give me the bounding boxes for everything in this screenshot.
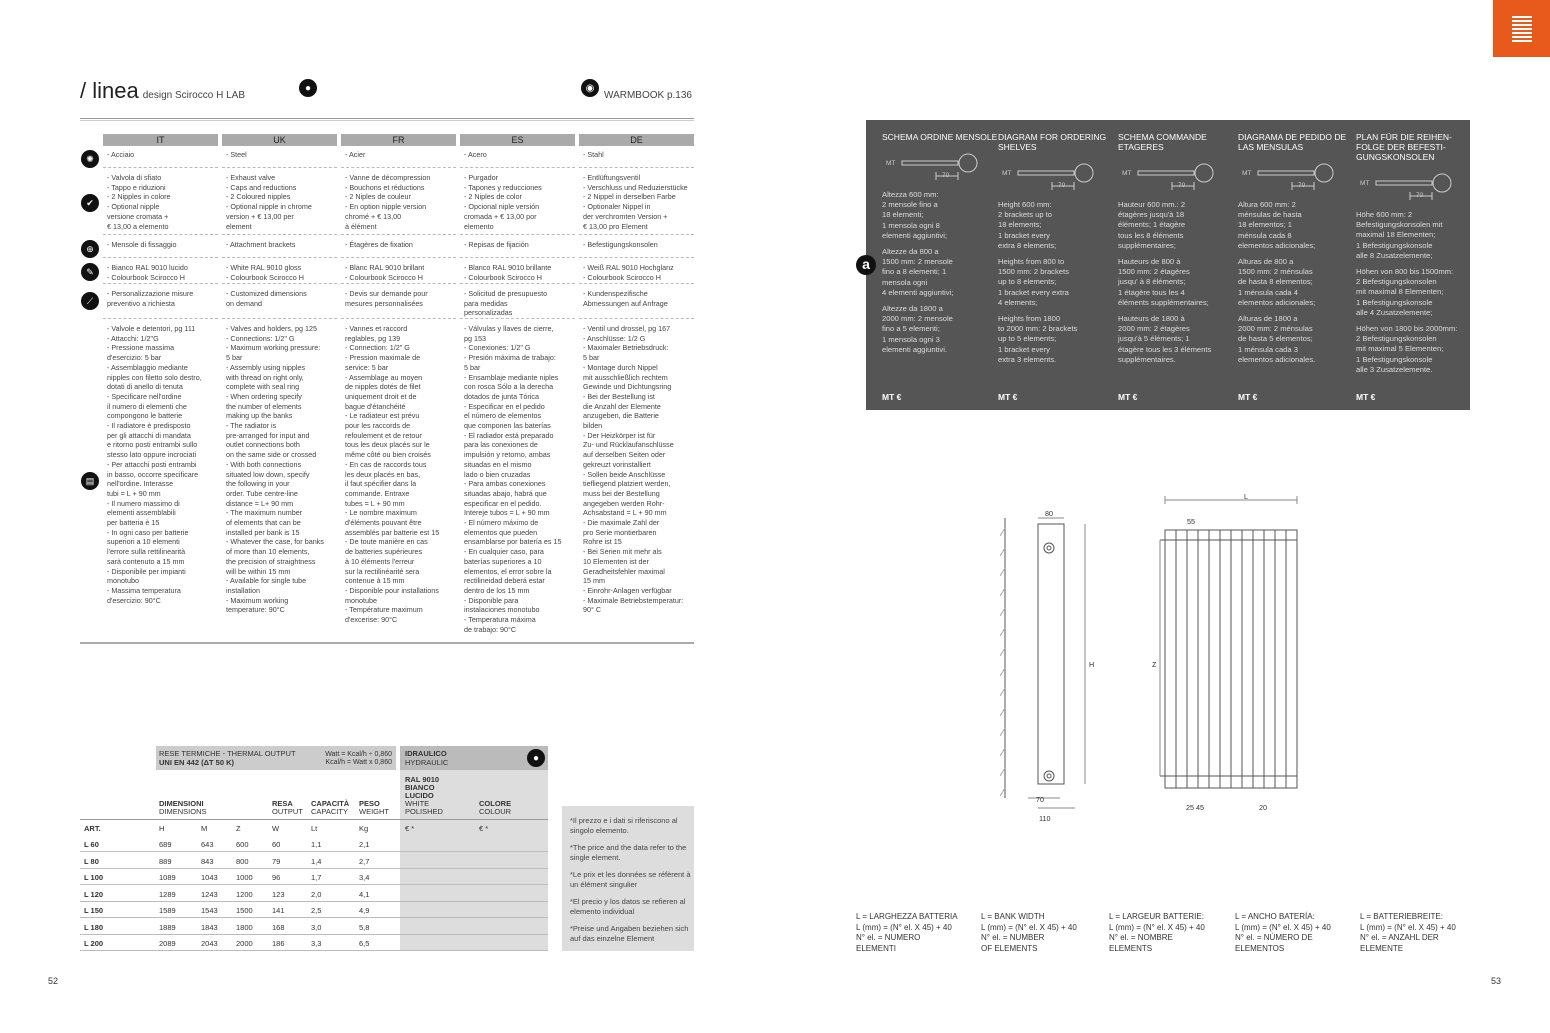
spec-cell: - Repisas de fijación [464,240,529,249]
schema-mt: MT [1002,170,1012,177]
col-header: € * [479,824,489,833]
column-title: PLAN FÜR DIE REIHEN-FOLGE DER BEFESTI-GUNGSKONSOLEN [1356,132,1452,162]
spec-cell: - Étagères de fixation [345,240,413,249]
table-cell: 2043 [201,939,218,948]
row-divider [341,283,456,284]
table-cell: 60 [272,840,281,849]
table-cell: 3,3 [311,939,322,948]
gear-icon: ✺ [81,150,99,168]
table-cell: 1000 [236,873,253,882]
shelves-paragraph: Höhe 600 mm: 2 Befestigungskonsolen mit maximal 18 Elementen; 1 Befestigungskonsole alle 8 Zusatzelemente; [1356,210,1443,260]
table-cell: 3,0 [311,922,322,932]
table-cell: 123 [272,889,285,899]
shelves-paragraph: Altezze da 1800 a 2000 mm: 2 mensole fino a 5 elementi; 1 mensola ogni 3 elementi aggiuntivi. [882,304,953,354]
table-cell: L 80 [84,856,99,866]
dim-L: L [1244,492,1248,501]
legend-line: N° el. = NOMBRE ELEMENTS [1109,933,1173,953]
table-cell: 4,1 [359,889,370,899]
schema-mt: MT [1360,180,1370,187]
bracket-schema [1238,158,1356,194]
spec-cell: - Valves and holders, pg 125 - Connections: 1/2" G - Maximum working pressure: 5 bar - Assembly using nipples with thread on right only, complete with seal ring - When ordering specify the number of elements making up the banks - The radiator is pre-arranged for input and outlet connections both on the same side or crossed - With both connections situated low down, specify the following in your order. Tube centre-line distance = L+ 90 mm - The maximum number of elements that can be installed per bank is 15 - Whatever the case, for banks of more than 10 elements, the precision of straightness will be within 15 mm - Available for single tube installation - Maximum working temperature: 90°C [226,324,324,615]
product-title [80,78,245,104]
row-divider [460,257,575,258]
table-cell: 2,0 [311,889,322,899]
table-cell: L 60 [84,840,99,849]
legend-item [856,912,978,954]
shelves-paragraph: Hauteurs de 1800 à 2000 mm: 2 étagères jusqu'à 5 éléments; 1 étagère tous les 3 éléments supplémentaires. [1118,314,1212,364]
col-header: W [272,824,280,833]
schema-70: 70 [1298,182,1306,189]
spec-cell: - Exhaust valve - Caps and reductions - 2 Coloured nipples - Optional nipple in chrome version + € 13,00 per element [226,173,312,231]
schema-70: 70 [1058,182,1066,189]
row-divider [80,934,548,935]
wall-hatch [1000,528,1005,796]
shelves-paragraph: Alturas de 800 a 1500 mm: 2 ménsulas de hasta 8 elementos; 1 ménsula cada 4 elementos adicionales; [1238,257,1316,307]
mt-price: MT € [1118,392,1138,402]
table-cell: 1289 [159,889,176,899]
table-cell: 2000 [236,939,253,948]
schema-70: 70 [942,172,950,179]
col-header: M [201,824,208,833]
spec-cell: - Mensole di fissaggio [107,240,177,249]
table-cell: 96 [272,873,281,882]
divider [80,120,694,121]
capacity-label: CAPACITÀ CAPACITY [311,799,350,816]
table-cell: 79 [272,856,281,866]
legend-line: L = LARGHEZZA BATTERIA [856,912,958,921]
shelves-diagram-box [866,120,1470,410]
shelves-paragraph: Hauteurs de 800 à 1500 mm: 2 étagères jusqu' à 8 éléments; 1 étagère tous les 4 éléments supplémentaires; [1118,257,1209,307]
dim-110: 110 [1039,814,1051,823]
table-cell: 1500 [236,906,253,915]
notes-box [562,806,694,951]
product-name: / linea [80,78,139,103]
table-cell: 2089 [159,939,176,948]
camera-icon: ◉ [581,79,599,97]
legend-line: L = ANCHO BATERÍA: [1235,912,1315,921]
table-cell: 643 [201,840,214,849]
row-divider [341,167,456,168]
lang-header: DE [579,134,694,146]
col-header: ART. [84,824,101,833]
spec-cell: - Befestigungskonsolen [583,240,658,249]
spec-cell: - Stahl [583,150,604,159]
row-divider [103,257,218,258]
col-header: Kg [359,824,369,833]
table-cell: 141 [272,906,285,915]
shelves-column [1356,120,1474,402]
table-cell: 186 [272,939,285,948]
paint-icon: ✎ [81,263,99,281]
bracket-schema [1118,158,1236,194]
dim-H: H [1089,660,1095,669]
schema-70: 70 [1416,192,1424,199]
mt-price: MT € [1356,392,1376,402]
table-cell: 2,5 [311,906,322,915]
row-divider [80,884,548,885]
water-drop-icon: ● [527,749,545,767]
shelves-paragraph: Heights from 1800 to 2000 mm: 2 brackets up to 5 elements; 1 bracket every extra 3 elements. [998,314,1078,364]
spec-cell: - Ventil und drossel, pg 167 - Anschlüsse: 1/2 G - Maximaler Betriebsdruck: 5 bar - Montage durch Nippel mit ausschließlich rechtem Gewinde und Dichtungsring - Bei der Bestellung ist die Anzahl der Elemente anzugeben, die Batterie bilden - Der Heizkörper ist für Zu- und Rücklaufanschlüsse auf derselben Seiten oder gekreuzt vorinstalliert - Sollen beide Anschlüsse tiefliegend platziert werden, muss bei der Bestellung angegeben werden Rohr- Achsabstand = L + 90 mm - Die maximale Zahl der pro Serie montierbaren Rohre ist 15 - Bei Serien mit mehr als 10 Elementen ist der Geradheitsfehler maximal 15 mm - Einrohr-Anlagen verfügbar - Maximale Betriebstemperatur: 90° C [583,324,684,615]
connection-bottom [1044,771,1054,781]
table-cell: 6,5 [359,939,370,948]
table-cell: 1800 [236,922,253,932]
lang-header: IT [103,134,218,146]
dim-Z: Z [1152,660,1157,669]
legend-line: L (mm) = (N° el. X 45) + 40 [981,922,1077,932]
table-cell: L 150 [84,906,104,915]
divider [80,118,694,119]
water-drop-icon: ● [299,79,317,97]
spec-cell: - Valvola di sfiato - Tappo e riduzioni - 2 Nipples in colore - Optional nipple versione cromata + € 13,00 a elemento [107,173,171,231]
dim-55: 55 [1187,517,1195,526]
colour-label: COLORE COLOUR [479,799,512,816]
shelves-column [998,120,1116,402]
spec-cell: - Acier [345,150,366,159]
bracket-schema [998,158,1116,194]
row-divider [579,167,694,168]
row-divider [80,950,548,951]
spec-cell: - Valvole e detentori, pg 111 - Attacchi: 1/2"G - Pressione massima d'esercizio: 5 bar - Assemblaggio mediante nipples con filetto solo destro, dotati di anello di tenuta - Specificare nell'ordine il numero di elementi che compongono le batterie - Il radiatore è predisposto per gli attacchi di mandata e ritorno posti entrambi sullo stesso lato oppure incrociati - Per attacchi posti entrambi in basso, occorre specificare nell'ordine. Interasse tubi = L + 90 mm - Il numero massimo di elementi assemblabili per batteria è 15 - In ogni caso per batterie superiori a 10 elementi l'errore sulla rettilinearità sarà contenuto a 15 mm - Disponibile per impianti monotubo - Massima temperatura d'esercizio: 90°C [107,324,202,605]
legend-line: L = BANK WIDTH [981,912,1045,921]
row-divider [80,868,548,869]
mt-price: MT € [998,392,1018,402]
table-cell: 1843 [201,922,218,932]
legend-line: L = LARGEUR BATTERIE: [1109,912,1204,921]
row-divider [103,318,218,319]
col-header: H [159,824,165,833]
legend-item [1109,912,1231,954]
page-number-right: 53 [1491,976,1502,986]
row-divider [80,917,548,918]
radiator-front [1160,530,1297,788]
radiator-icon [1493,0,1550,57]
shelves-paragraph: Höhen von 800 bis 1500mm: 2 Befestigungskonsolen mit maximal 8 Elementen; 1 Befestigungskonsole alle 4 Zusatzelemente; [1356,267,1454,317]
note: *Preise und Angaben beziehen sich auf das einzelne Element [570,924,689,943]
spec-cell: - Vannes et raccord reglables, pg 139 - Connection: 1/2" G - Pression maximale de service: 5 bar - Assemblage au moyen de nipples dotés de filet uniquement droit et de bague d'étanchéité - Le radiateur est prévu pour les raccords de refoulement et de retour tous les deux placés sur le même côté ou bien croisés - En cas de raccords tous les deux placés en bas, il faut spécifier dans la commande. Entraxe tubes = L + 90 mm - Le nombre maximum d'éléments pouvant être assemblés par batterie est 15 - De toute manière en cas de batteries supérieures à 10 éléments l'erreur sur la rectilinéarité sera contenue à 15 mm - Disponible pour installations monotube - Température maximum d'excerise: 90°C [345,324,440,625]
spec-cell: - Attachment brackets [226,240,296,249]
shelves-paragraph: Heights from 800 to 1500 mm: 2 brackets up to 8 elements; 1 bracket every extra 4 elements; [998,257,1069,307]
dim-80: 80 [1045,509,1053,518]
spec-cell: - Customized dimensions on demand [226,289,307,308]
shelves-paragraph: Height 600 mm: 2 brackets up to 18 elements; 1 bracket every extra 8 elements; [998,200,1057,250]
table-cell: 689 [159,840,172,849]
spec-cell: - Kundenspezifische Abmessungen auf Anfrage [583,289,668,308]
table-cell: L 100 [84,873,104,882]
row-divider [341,318,456,319]
badge-a: a [856,255,876,275]
row-divider [80,901,548,902]
legend-line: N° el. = NÚMERO DE ELEMENTOS [1235,933,1313,953]
output-label: RESA OUTPUT [272,799,303,816]
row-divider [579,257,694,258]
shelves-paragraph: Alturas de 1800 a 2000 mm: 2 ménsulas de hasta 5 elementos; 1 ménsula cada 3 elementos adicionales. [1238,314,1316,364]
legend-item [981,912,1103,954]
spec-cell: - Purgador - Tapones y reducciones - 2 Niples de color - Opcional niple versión cromada + € 13,00 por elemento [464,173,542,231]
radiator-drawing [1000,488,1300,828]
spec-cell: - Vanne de décompression - Bouchons et réductions - 2 Niples de couleur - En option nipple version chromé + € 13,00 à élément [345,173,431,231]
spec-cell: - Acero [464,150,487,159]
lang-header: ES [460,134,575,146]
legend-line: N° el. = NUMERO ELEMENTI [856,933,921,953]
ral-label: RAL 9010 BIANCO LUCIDO WHITE POLISHED [405,775,443,816]
legend-line: N° el. = ANZAHL DER ELEMENTE [1360,933,1439,953]
connection-top [1044,543,1054,553]
divider [80,642,694,644]
table-cell: 1889 [159,922,176,932]
row-divider [579,283,694,284]
section-tab[interactable] [1493,0,1550,57]
lang-header: UK [222,134,337,146]
note: *The price and the data refer to the single element. [570,843,687,862]
note: *El precio y los datos se refieren al elemento individual [570,897,686,916]
spec-cell: - Entlüftungsventil - Verschluss und Reduzierstücke - 2 Nippel in derselben Farbe - Optionaler Nippel in der verchromten Version + € 13,00 pro Element [583,173,688,231]
spec-cell: - Weiß RAL 9010 Hochglanz - Colourbook Scirocco H [583,263,674,282]
shelves-column [1238,120,1356,402]
table-cell: L 120 [84,889,104,899]
lang-header: FR [341,134,456,146]
shelves-paragraph: Altezze da 800 a 1500 mm: 2 mensole fino a 8 elementi; 1 mensola ogni 4 elementi aggiuntivi; [882,247,954,297]
table-cell: 2,7 [359,856,370,866]
row-divider [341,257,456,258]
table-cell: 4,9 [359,906,370,915]
hydraulic-title: IDRAULICO HYDRAULIC [405,749,449,767]
row-divider [460,234,575,235]
row-divider [579,234,694,235]
table-cell: 3,4 [359,873,370,882]
row-divider [103,167,218,168]
mt-price: MT € [1238,392,1258,402]
shelves-paragraph: Altezza 600 mm: 2 mensole fino a 18 elementi; 1 mensola ogni 8 elementi aggiuntivi; [882,190,948,240]
bracket-schema [882,148,1000,184]
column-title: SCHEMA COMMANDE ETAGERES [1118,132,1207,152]
shelves-paragraph: Hauteur 600 mm.: 2 étagères jusqu'à 18 éléments; 1 étagère tous les 8 éléments supplémentaires; [1118,200,1186,250]
row-divider [103,283,218,284]
table-cell: 168 [272,922,285,932]
spec-cell: - Blanc RAL 9010 brillant - Colourbook Scirocco H [345,263,425,282]
row-divider [222,257,337,258]
table-cell: 1,1 [311,840,322,849]
conversion-note: Watt = Kcal/h ÷ 0,860 Kcal/h = Watt x 0,860 [325,751,392,766]
dim-25-45: 25 45 [1186,803,1204,812]
row-divider [103,234,218,235]
legend-line: L (mm) = (N° el. X 45) + 40 [1235,922,1331,932]
legend-line: L = BATTERIEBREITE: [1360,912,1443,921]
legend-line: L (mm) = (N° el. X 45) + 40 [1360,922,1456,932]
legend-line: N° el. = NUMBER OF ELEMENTS [981,933,1045,953]
note: *Il prezzo e i dati si riferiscono al singolo elemento. [570,816,678,835]
row-divider [341,234,456,235]
row-divider [222,318,337,319]
schema-mt: MT [1242,170,1252,177]
table-cell: 600 [236,840,249,849]
row-divider [222,283,337,284]
dim-20: 20 [1259,803,1267,812]
table-cell: 5,8 [359,922,370,932]
row-divider [222,167,337,168]
table-cell: L 180 [84,922,104,932]
spec-cell: - Devis sur demande pour mesures personnalisées [345,289,428,308]
legend-item [1235,912,1357,954]
spec-cell: - Acciaio [107,150,135,159]
table-cell: 843 [201,856,214,866]
design-credit: design Scirocco H LAB [142,90,245,101]
page-number-left: 52 [48,976,59,986]
legend-line: L (mm) = (N° el. X 45) + 40 [856,922,952,932]
column-title: DIAGRAM FOR ORDERING SHELVES [998,132,1107,152]
table-cell: 889 [159,856,172,866]
spec-cell: - Válvulas y llaves de cierre, pg 153 - Conexiones: 1/2" G - Presión máxima de trabajo: 5 bar - Ensamblaje mediante niples con rosca Sólo a la derecha dotados de junta Tórica - Especificar en el pedido el número de elementos que componen las baterías - El radiador está preparado para las conexiones de impulsión y retorno, ambas situadas en el mismo lado o bien cruzadas - Para ambas conexiones situadas abajo, habrá que especificar en el pedido. Intereje tubos = L + 90 mm - El número máximo de elementos que pueden ensamblarse por batería es 15 - En cualquier caso, para baterías superiores a 10 elementos, el error sobre la rectilineidad deberá estar dentro de los 15 mm - Disponible para instalaciones monotubo - Temperatura máxima de trabajo: 90°C [464,324,562,634]
shelves-paragraph: Höhen von 1800 bis 2000mm: 2 Befestigungskonsolen mit maximal 5 Elementen; 1 Befestigungskonsole alle 3 Zusatzelemente. [1356,324,1458,374]
mt-price: MT € [882,392,902,402]
spec-cell: - Solicitud de presupuesto para medidas personalizadas [464,289,548,318]
shelves-column [882,120,1000,402]
legend-line: L (mm) = (N° el. X 45) + 40 [1109,922,1205,932]
warmbook-ref[interactable]: WARMBOOK p.136 [604,90,692,101]
col-header: Lt [311,824,318,833]
col-header: € * [405,824,415,833]
table-cell: 1543 [201,906,218,915]
book-icon: ▤ [81,472,99,490]
schema-mt: MT [1122,170,1132,177]
table-cell: L 200 [84,939,104,948]
table-cell: 1243 [201,889,218,899]
spec-cell: - White RAL 9010 gloss - Colourbook Scirocco H [226,263,304,282]
legend-item [1360,912,1482,954]
row-divider [80,851,548,852]
table-cell: 800 [236,856,249,866]
row-divider [460,167,575,168]
shelves-column [1118,120,1236,402]
spec-cell: - Bianco RAL 9010 lucido - Colourbook Scirocco H [107,263,188,282]
table-cell: 1200 [236,889,253,899]
check-icon: ✔ [81,194,99,212]
schema-70: 70 [1178,182,1186,189]
dim-70: 70 [1036,795,1044,804]
table-cell: 2,1 [359,840,370,849]
table-cell: 1589 [159,906,176,915]
thermal-title: RESE TERMICHE - THERMAL OUTPUT UNI EN 442 (ΔT 50 K) [159,749,296,767]
note: *Le prix et les données se réfèrent à un élément singulier [570,870,691,889]
ruler-icon: ⟋ [81,292,99,310]
row-divider [460,318,575,319]
bracket-icon: ⊕ [81,240,99,258]
spec-cell: - Blanco RAL 9010 brillante - Colourbook Scirocco H [464,263,552,282]
table-cell: 1,4 [311,856,322,866]
table-cell: 1043 [201,873,218,882]
column-title: DIAGRAMA DE PEDIDO DE LAS MENSULAS [1238,132,1347,152]
schema-mt: MT [886,160,896,167]
row-divider [579,318,694,319]
weight-label: PESO WEIGHT [359,799,389,816]
spec-cell: - Steel [226,150,247,159]
table-cell: 1,7 [311,873,322,882]
row-divider [222,234,337,235]
bracket-schema [1356,168,1474,204]
shelves-paragraph: Altura 600 mm: 2 ménsulas de hasta 18 elementos; 1 ménsula cada 8 elementos adicionales; [1238,200,1316,250]
row-divider [460,283,575,284]
spec-cell: - Personalizzazione misure preventivo a richiesta [107,289,194,308]
radiator-side [1038,524,1064,784]
column-title: SCHEMA ORDINE MENSOLE [882,132,998,142]
dimensions-label: DIMENSIONI DIMENSIONS [159,799,207,816]
table-cell: 1089 [159,873,176,882]
divider [80,819,548,820]
col-header: Z [236,824,241,833]
